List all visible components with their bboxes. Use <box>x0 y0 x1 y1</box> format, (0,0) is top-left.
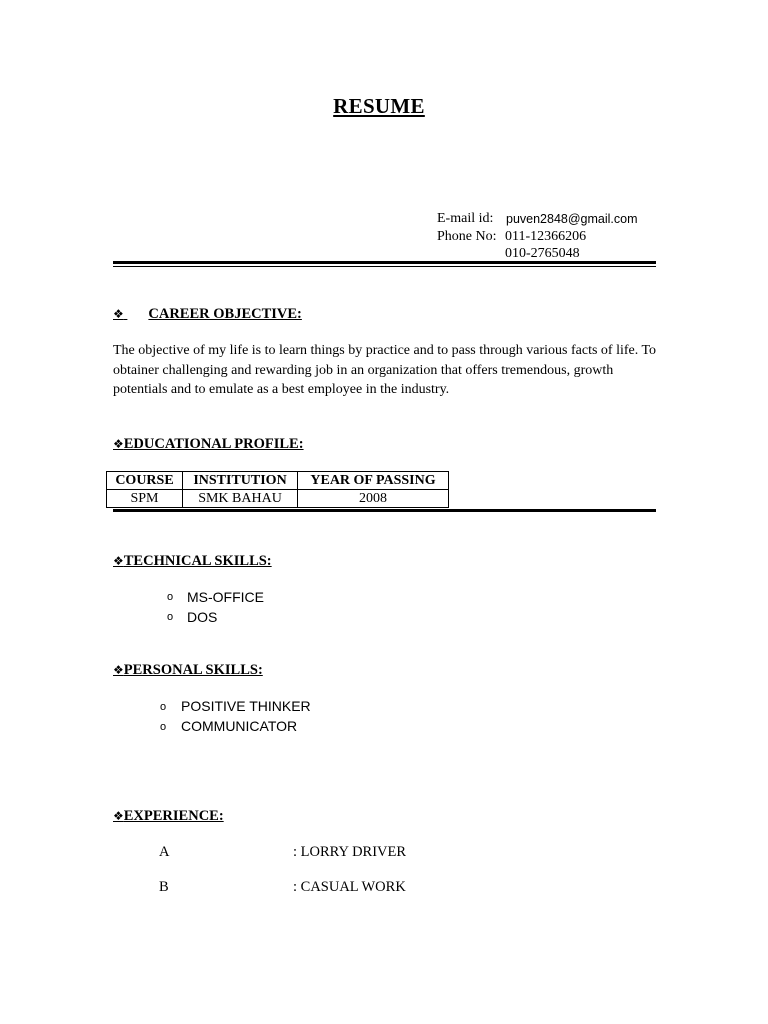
career-objective-title: CAREER OBJECTIVE: <box>148 306 302 322</box>
personal-skills-title: PERSONAL SKILLS: <box>123 662 263 678</box>
personal-skills-heading <box>113 662 263 679</box>
table-row <box>107 490 449 508</box>
experience-key-b: B <box>159 879 169 895</box>
diamond-bullet-icon: ❖ <box>113 437 124 451</box>
diamond-bullet-icon: ❖ <box>113 809 124 823</box>
list-item: MS-OFFICE <box>187 589 264 605</box>
column-header-course: COURSE <box>107 472 183 490</box>
diamond-bullet-icon: ❖ <box>113 554 124 568</box>
header-divider <box>113 261 656 264</box>
phone-label: Phone No: <box>437 229 497 244</box>
list-item: POSITIVE THINKER <box>181 698 311 714</box>
circle-bullet-icon: o <box>167 611 174 623</box>
education-table <box>106 471 449 508</box>
circle-bullet-icon: o <box>160 701 167 713</box>
email-label: E-mail id: <box>437 211 494 226</box>
experience-title: EXPERIENCE: <box>123 808 224 824</box>
experience-value-b: : CASUAL WORK <box>293 879 406 895</box>
phone-number-1: 011-12366206 <box>505 229 587 244</box>
email-value: puven2848@gmail.com <box>506 212 638 226</box>
technical-skills-title: TECHNICAL SKILLS: <box>123 553 272 569</box>
cell-course: SPM <box>107 490 183 508</box>
circle-bullet-icon: o <box>167 591 174 603</box>
list-item: DOS <box>187 609 218 625</box>
cell-year: 2008 <box>298 490 449 508</box>
education-divider <box>113 509 656 512</box>
technical-skills-heading <box>113 553 272 570</box>
diamond-bullet-icon: ❖ <box>113 307 124 321</box>
table-header-row <box>107 472 449 490</box>
circle-bullet-icon: o <box>160 721 167 733</box>
cell-institution: SMK BAHAU <box>183 490 298 508</box>
diamond-bullet-icon: ❖ <box>113 663 124 677</box>
page-title: RESUME <box>333 94 425 118</box>
header-divider-thin <box>113 266 656 267</box>
experience-value-a: : LORRY DRIVER <box>293 844 407 860</box>
experience-key-a: A <box>159 844 170 860</box>
educational-profile-title: EDUCATIONAL PROFILE: <box>123 436 304 452</box>
list-item: COMMUNICATOR <box>181 718 298 734</box>
career-objective-text: The objective of my life is to learn things by practice and to pass through various facts of life. To obtainer challenging and rewarding job in an organization that offers tremendous, growth potentials and to emulate as a best employee in the industry. <box>113 343 657 397</box>
column-header-institution: INSTITUTION <box>183 472 298 490</box>
educational-profile-heading <box>113 436 304 453</box>
career-objective-heading <box>113 306 302 323</box>
experience-heading <box>113 808 224 825</box>
phone-number-2: 010-2765048 <box>505 246 580 261</box>
column-header-year: YEAR OF PASSING <box>298 472 449 490</box>
